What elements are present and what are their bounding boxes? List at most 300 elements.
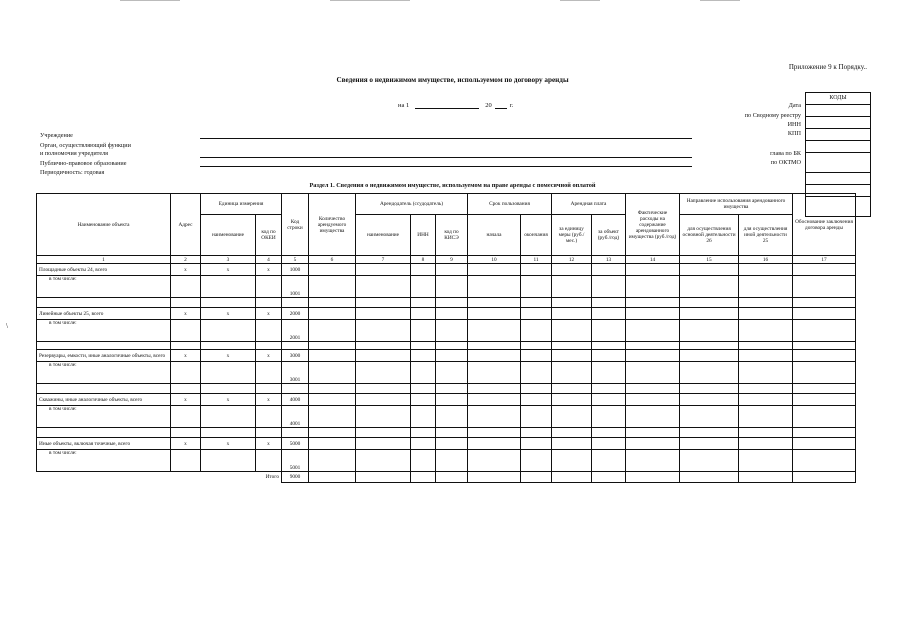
table-cell[interactable]	[739, 394, 793, 406]
table-cell[interactable]	[521, 438, 552, 450]
row-name: Площадные объекты 24, всего	[37, 264, 171, 276]
label-periodicity: Периодичность: годовая	[40, 169, 105, 176]
row-unit-name: х	[201, 308, 256, 320]
table-cell[interactable]	[626, 320, 680, 342]
total-row	[37, 472, 856, 483]
row-address: х	[171, 394, 201, 406]
row-unit-code: х	[256, 308, 282, 320]
table-cell[interactable]	[356, 276, 411, 298]
table-cell[interactable]	[592, 350, 626, 362]
table-cell[interactable]	[468, 438, 521, 450]
table-cell[interactable]	[739, 276, 793, 298]
column-number: 11	[521, 256, 552, 264]
table-cell[interactable]	[309, 308, 356, 320]
row-sub-unit-name	[201, 362, 256, 384]
table-cell[interactable]	[793, 428, 856, 438]
report-date-line	[398, 101, 513, 109]
table-cell[interactable]	[739, 342, 793, 350]
table-cell[interactable]	[356, 362, 411, 384]
table-cell[interactable]	[436, 428, 468, 438]
table-cell[interactable]	[256, 298, 282, 308]
code-label-oktmo: по ОКТМО	[770, 159, 801, 166]
table-cell[interactable]	[552, 362, 592, 384]
row-name: Скважины, иные аналогичные объекты, всего	[37, 394, 171, 406]
page-title: Сведения о недвижимом имуществе, используемом по договору аренды	[336, 76, 569, 84]
table-cell[interactable]	[282, 428, 309, 438]
public-entity-fill-line	[200, 166, 692, 167]
code-label-date: Дата	[788, 102, 801, 109]
table-cell[interactable]	[436, 406, 468, 428]
column-number: 14	[626, 256, 680, 264]
label-institution: Учреждение	[40, 132, 73, 139]
table-cell[interactable]	[552, 320, 592, 342]
table-cell[interactable]	[552, 308, 592, 320]
row-sub-unit-code	[256, 276, 282, 298]
table-cell[interactable]	[468, 264, 521, 276]
table-cell[interactable]	[309, 320, 356, 342]
table-cell[interactable]	[356, 450, 411, 472]
table-cell[interactable]	[356, 472, 411, 483]
table-cell[interactable]	[282, 342, 309, 350]
row-line-code: 3000	[282, 350, 309, 362]
table-cell[interactable]	[626, 264, 680, 276]
row-unit-name: х	[201, 264, 256, 276]
table-cell[interactable]	[626, 384, 680, 394]
table-cell[interactable]	[37, 342, 171, 350]
table-cell[interactable]	[436, 362, 468, 384]
row-address: х	[171, 350, 201, 362]
table-row	[37, 450, 856, 472]
table-cell[interactable]	[592, 438, 626, 450]
table-cell[interactable]	[436, 394, 468, 406]
table-cell[interactable]	[468, 276, 521, 298]
table-cell[interactable]	[37, 428, 171, 438]
table-cell[interactable]	[521, 298, 552, 308]
table-cell[interactable]	[793, 264, 856, 276]
row-address: х	[171, 264, 201, 276]
table-cell[interactable]	[552, 438, 592, 450]
table-cell[interactable]	[37, 298, 171, 308]
table-cell[interactable]	[468, 450, 521, 472]
table-cell[interactable]	[282, 298, 309, 308]
table-cell[interactable]	[521, 394, 552, 406]
table-cell[interactable]	[680, 472, 739, 483]
table-cell[interactable]	[521, 362, 552, 384]
table-cell[interactable]	[468, 472, 521, 483]
table-row	[37, 438, 856, 450]
row-line-code: 5000	[282, 438, 309, 450]
table-cell[interactable]	[552, 350, 592, 362]
date-blank	[415, 101, 479, 109]
table-cell[interactable]	[680, 298, 739, 308]
table-cell[interactable]	[626, 450, 680, 472]
table-cell[interactable]	[436, 276, 468, 298]
label-founder-1: Орган, осуществляющий функции	[40, 142, 131, 149]
table-cell[interactable]	[309, 394, 356, 406]
table-cell[interactable]	[309, 438, 356, 450]
table-cell[interactable]	[309, 298, 356, 308]
row-sub-label: в том числе:	[37, 320, 171, 342]
table-cell[interactable]	[309, 350, 356, 362]
table-cell[interactable]	[552, 472, 592, 483]
table-row	[37, 350, 856, 362]
table-cell[interactable]	[793, 394, 856, 406]
row-sub-address	[171, 276, 201, 298]
table-cell[interactable]	[592, 406, 626, 428]
table-cell[interactable]	[356, 308, 411, 320]
table-cell[interactable]	[680, 450, 739, 472]
table-cell[interactable]	[626, 350, 680, 362]
table-row	[37, 320, 856, 342]
table-cell[interactable]	[680, 320, 739, 342]
table-cell[interactable]	[739, 450, 793, 472]
table-cell[interactable]	[411, 276, 436, 298]
table-cell[interactable]	[468, 308, 521, 320]
table-cell[interactable]	[521, 428, 552, 438]
table-cell[interactable]	[411, 362, 436, 384]
code-cell-inn	[806, 129, 870, 141]
table-cell[interactable]	[552, 450, 592, 472]
table-cell[interactable]	[411, 406, 436, 428]
th-term-start: начала	[468, 215, 521, 256]
row-sub-unit-code	[256, 406, 282, 428]
row-sub-address	[171, 406, 201, 428]
table-cell[interactable]	[201, 298, 256, 308]
table-cell[interactable]	[468, 342, 521, 350]
table-cell[interactable]	[592, 450, 626, 472]
table-cell[interactable]	[793, 276, 856, 298]
table-cell[interactable]	[626, 406, 680, 428]
table-cell[interactable]	[739, 320, 793, 342]
table-cell[interactable]	[552, 406, 592, 428]
table-cell[interactable]	[411, 264, 436, 276]
column-number: 5	[282, 256, 309, 264]
table-cell[interactable]	[793, 406, 856, 428]
table-cell[interactable]	[171, 298, 201, 308]
row-sub-unit-name	[201, 320, 256, 342]
table-cell[interactable]	[468, 362, 521, 384]
table-cell[interactable]	[739, 406, 793, 428]
row-unit-code: х	[256, 394, 282, 406]
table-cell[interactable]	[793, 362, 856, 384]
table-cell[interactable]	[793, 472, 856, 483]
table-cell[interactable]	[411, 472, 436, 483]
th-unit-name: наименование	[201, 215, 256, 256]
table-cell[interactable]	[680, 428, 739, 438]
table-cell[interactable]	[626, 362, 680, 384]
table-cell[interactable]	[309, 428, 356, 438]
row-unit-name: х	[201, 394, 256, 406]
table-cell[interactable]	[411, 308, 436, 320]
table-cell[interactable]	[356, 438, 411, 450]
th-rent: Арендная плата	[552, 194, 626, 215]
table-cell[interactable]	[521, 450, 552, 472]
table-cell[interactable]	[256, 428, 282, 438]
table-cell[interactable]	[309, 276, 356, 298]
table-cell[interactable]	[552, 264, 592, 276]
codes-head: КОДЫ	[806, 93, 870, 105]
label-founder-2: и полномочия учредителя	[40, 150, 109, 157]
table-cell[interactable]	[521, 406, 552, 428]
table-cell[interactable]	[521, 264, 552, 276]
table-cell[interactable]	[592, 298, 626, 308]
table-cell[interactable]	[680, 406, 739, 428]
date-suffix: г.	[509, 102, 514, 109]
row-sub-address	[171, 450, 201, 472]
table-cell[interactable]	[739, 438, 793, 450]
table-cell[interactable]	[680, 264, 739, 276]
table-cell[interactable]	[626, 428, 680, 438]
table-cell[interactable]	[739, 384, 793, 394]
table-cell[interactable]	[282, 384, 309, 394]
table-cell[interactable]	[793, 350, 856, 362]
th-unit: Единица измерения	[201, 194, 282, 215]
table-cell[interactable]	[309, 264, 356, 276]
table-cell[interactable]	[680, 384, 739, 394]
row-sub-line-code: 3001	[282, 362, 309, 384]
table-cell[interactable]	[680, 438, 739, 450]
row-sub-address	[171, 362, 201, 384]
table-cell[interactable]	[309, 406, 356, 428]
table-cell[interactable]	[739, 472, 793, 483]
table-cell[interactable]	[592, 308, 626, 320]
table-cell[interactable]	[436, 384, 468, 394]
table-cell[interactable]	[356, 342, 411, 350]
table-cell[interactable]	[739, 428, 793, 438]
table-cell[interactable]	[356, 320, 411, 342]
table-cell[interactable]	[468, 428, 521, 438]
table-cell[interactable]	[739, 362, 793, 384]
table-cell[interactable]	[411, 428, 436, 438]
table-cell[interactable]	[552, 428, 592, 438]
table-cell[interactable]	[592, 320, 626, 342]
table-cell[interactable]	[356, 350, 411, 362]
table-cell[interactable]	[171, 428, 201, 438]
code-label-registry: по Сводному реестру	[744, 112, 801, 119]
row-unit-code: х	[256, 264, 282, 276]
table-cell[interactable]	[521, 472, 552, 483]
table-cell[interactable]	[552, 384, 592, 394]
table-cell[interactable]	[739, 350, 793, 362]
row-sub-label: в том числе:	[37, 362, 171, 384]
table-cell[interactable]	[626, 298, 680, 308]
table-cell[interactable]	[626, 308, 680, 320]
table-cell[interactable]	[592, 342, 626, 350]
code-label-kpp: КПП	[787, 130, 801, 137]
row-name: Резервуары, емкости, иные аналогичные объекты, всего	[37, 350, 171, 362]
table-cell[interactable]	[680, 350, 739, 362]
table-cell[interactable]	[436, 450, 468, 472]
th-unit-code: код по ОКЕИ	[256, 215, 282, 256]
table-cell[interactable]	[521, 342, 552, 350]
table-cell[interactable]	[436, 298, 468, 308]
table-row	[37, 342, 856, 350]
table-cell[interactable]	[793, 384, 856, 394]
table-cell[interactable]	[468, 320, 521, 342]
row-sub-line-code: 4001	[282, 406, 309, 428]
th-direction-other: для осуществления иной деятельности 25	[739, 215, 793, 256]
table-cell[interactable]	[356, 384, 411, 394]
table-cell[interactable]	[626, 276, 680, 298]
table-cell[interactable]	[521, 320, 552, 342]
table-cell[interactable]	[468, 384, 521, 394]
th-rent-unit: за единицу меры (руб./мес.)	[552, 215, 592, 256]
table-cell[interactable]	[793, 320, 856, 342]
row-unit-code: х	[256, 438, 282, 450]
table-cell[interactable]	[592, 394, 626, 406]
table-cell[interactable]	[592, 362, 626, 384]
row-name: Линейные объекты 25, всего	[37, 308, 171, 320]
row-sub-unit-name	[201, 406, 256, 428]
table-cell[interactable]	[411, 342, 436, 350]
table-cell[interactable]	[436, 438, 468, 450]
table-cell[interactable]	[739, 298, 793, 308]
table-cell[interactable]	[356, 298, 411, 308]
table-cell[interactable]	[356, 394, 411, 406]
table-row	[37, 406, 856, 428]
row-sub-unit-code	[256, 450, 282, 472]
column-number-row	[37, 256, 856, 264]
table-cell[interactable]	[739, 308, 793, 320]
table-cell[interactable]	[256, 342, 282, 350]
table-cell[interactable]	[411, 320, 436, 342]
column-number: 17	[793, 256, 856, 264]
table-cell[interactable]	[592, 264, 626, 276]
table-cell[interactable]	[411, 384, 436, 394]
table-cell[interactable]	[411, 450, 436, 472]
table-row	[37, 362, 856, 384]
table-cell[interactable]	[468, 350, 521, 362]
code-cell-kpp	[806, 141, 870, 153]
table-cell[interactable]	[592, 428, 626, 438]
th-rent-object: за объект (руб./год)	[592, 215, 626, 256]
table-cell[interactable]	[626, 342, 680, 350]
th-direction: Направление использования арендованного имущества	[680, 194, 793, 215]
th-lessor-kise: код по КИСЭ	[436, 215, 468, 256]
table-cell[interactable]	[739, 264, 793, 276]
th-term: Срок пользования	[468, 194, 552, 215]
row-sub-address	[171, 320, 201, 342]
table-cell[interactable]	[436, 342, 468, 350]
section-title: Раздел 1. Сведения о недвижимом имуществе, используемом на праве аренды с помесячной оплатой	[309, 182, 596, 189]
table-cell[interactable]	[436, 350, 468, 362]
table-cell[interactable]	[309, 450, 356, 472]
table-cell[interactable]	[171, 384, 201, 394]
table-cell[interactable]	[309, 342, 356, 350]
table-cell[interactable]	[592, 276, 626, 298]
row-sub-label: в том числе:	[37, 406, 171, 428]
row-line-code: 4000	[282, 394, 309, 406]
table-cell[interactable]	[793, 342, 856, 350]
table-cell[interactable]	[552, 342, 592, 350]
table-cell[interactable]	[411, 394, 436, 406]
row-sub-unit-name	[201, 276, 256, 298]
column-number: 3	[201, 256, 256, 264]
table-cell[interactable]	[356, 406, 411, 428]
row-sub-label: в том числе:	[37, 276, 171, 298]
table-cell[interactable]	[793, 298, 856, 308]
table-cell[interactable]	[680, 342, 739, 350]
table-cell[interactable]	[592, 472, 626, 483]
table-cell[interactable]	[356, 264, 411, 276]
institution-fill-line	[200, 138, 692, 139]
th-lessor: Арендодатель (ссудодатель)	[356, 194, 468, 215]
column-number: 15	[680, 256, 739, 264]
row-name: Иные объекты, включая точечные, всего	[37, 438, 171, 450]
row-sub-line-code: 2001	[282, 320, 309, 342]
column-number: 9	[436, 256, 468, 264]
date-year: 20	[485, 102, 492, 109]
table-cell[interactable]	[356, 428, 411, 438]
row-sub-line-code: 5001	[282, 450, 309, 472]
table-cell[interactable]	[411, 438, 436, 450]
table-cell[interactable]	[436, 472, 468, 483]
table-cell[interactable]	[626, 438, 680, 450]
table-cell[interactable]	[37, 384, 171, 394]
table-cell[interactable]	[552, 276, 592, 298]
th-lessor-inn: ИНН	[411, 215, 436, 256]
table-cell[interactable]	[592, 384, 626, 394]
table-cell[interactable]	[468, 298, 521, 308]
table-cell[interactable]	[793, 438, 856, 450]
table-cell[interactable]	[626, 472, 680, 483]
table-cell[interactable]	[552, 394, 592, 406]
table-cell[interactable]	[680, 394, 739, 406]
code-label-bk: глава по БК	[770, 150, 801, 157]
table-cell[interactable]	[436, 320, 468, 342]
table-cell[interactable]	[201, 342, 256, 350]
table-cell[interactable]	[793, 308, 856, 320]
row-sub-line-code: 1001	[282, 276, 309, 298]
table-cell[interactable]	[309, 472, 356, 483]
table-cell[interactable]	[521, 384, 552, 394]
table-cell[interactable]	[680, 276, 739, 298]
table-cell[interactable]	[521, 308, 552, 320]
table-cell[interactable]	[411, 350, 436, 362]
table-cell[interactable]	[309, 362, 356, 384]
th-actual-costs: Фактические расходы на содержание арендованного имущества (руб./год)	[626, 194, 680, 256]
table-cell[interactable]	[201, 384, 256, 394]
row-line-code: 1000	[282, 264, 309, 276]
th-address: Адрес	[171, 194, 201, 256]
column-number: 8	[411, 256, 436, 264]
table-cell[interactable]	[256, 384, 282, 394]
table-cell[interactable]	[626, 394, 680, 406]
row-sub-unit-name	[201, 450, 256, 472]
th-quantity: Количество арендуемого имущества	[309, 194, 356, 256]
table-cell[interactable]	[436, 264, 468, 276]
table-cell[interactable]	[436, 308, 468, 320]
table-cell[interactable]	[468, 406, 521, 428]
code-label-inn: ИНН	[787, 121, 801, 128]
table-cell[interactable]	[171, 342, 201, 350]
table-cell[interactable]	[680, 362, 739, 384]
table-cell[interactable]	[411, 298, 436, 308]
table-cell[interactable]	[793, 450, 856, 472]
column-number: 16	[739, 256, 793, 264]
table-cell[interactable]	[201, 428, 256, 438]
table-cell[interactable]	[521, 276, 552, 298]
table-cell[interactable]	[468, 394, 521, 406]
table-cell[interactable]	[680, 308, 739, 320]
table-row	[37, 428, 856, 438]
table-cell[interactable]	[309, 384, 356, 394]
rental-table	[36, 193, 856, 483]
table-cell[interactable]	[552, 298, 592, 308]
table-cell[interactable]	[521, 350, 552, 362]
total-line-code: 9000	[282, 472, 309, 483]
row-sub-unit-code	[256, 320, 282, 342]
